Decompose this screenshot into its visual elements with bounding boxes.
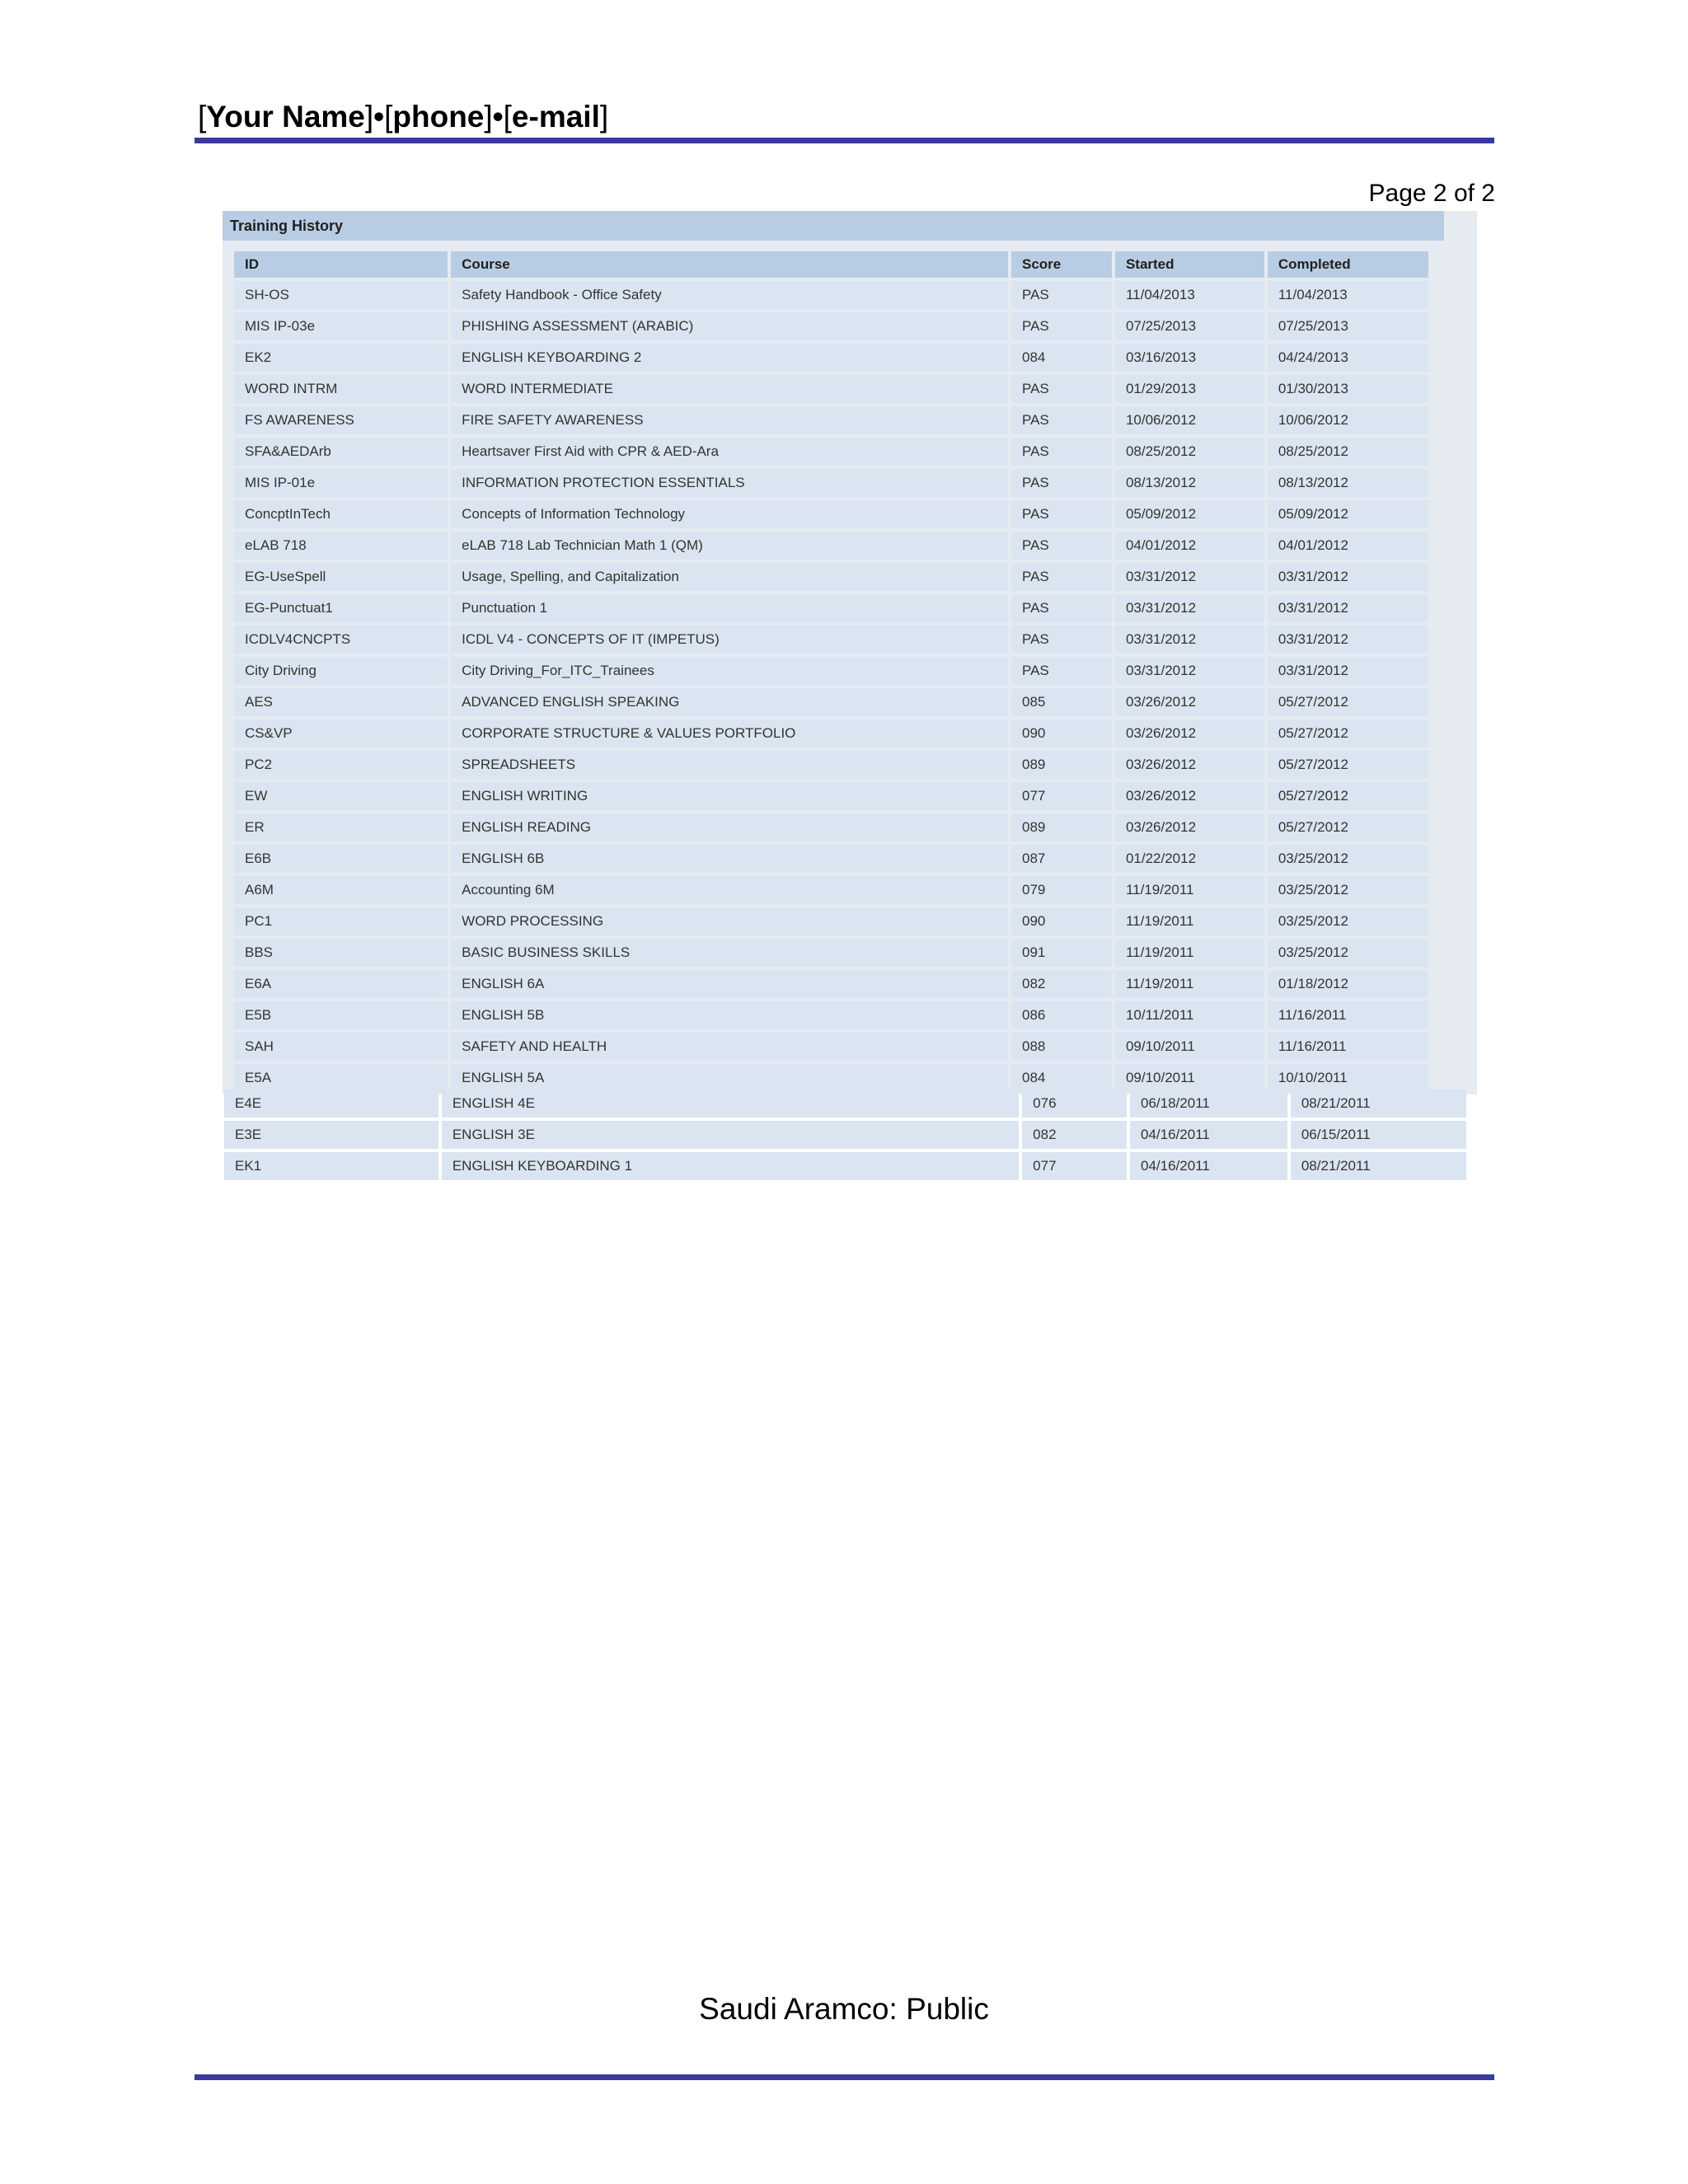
table-row [234, 344, 1428, 372]
column-header-completed: Completed [1268, 251, 1428, 278]
table-row [234, 719, 1428, 748]
cell-id: CS&VP [234, 719, 448, 748]
cell-started: 09/10/2011 [1115, 1064, 1264, 1092]
cell-course: ENGLISH WRITING [451, 782, 1008, 810]
table-row [234, 532, 1428, 560]
cell-id: EK2 [234, 344, 448, 372]
cell-started: 03/26/2012 [1115, 813, 1264, 841]
cell-score: 079 [1011, 876, 1112, 904]
cell-completed: 03/25/2012 [1268, 876, 1428, 904]
table-row [234, 1001, 1428, 1029]
cell-score: PAS [1011, 406, 1112, 434]
cell-completed: 05/27/2012 [1268, 813, 1428, 841]
cell-started: 03/26/2012 [1115, 782, 1264, 810]
cell-id: E4E [224, 1090, 438, 1118]
cell-completed: 11/04/2013 [1268, 281, 1428, 309]
cell-course: ICDL V4 - CONCEPTS OF IT (IMPETUS) [451, 626, 1008, 654]
cell-score: 082 [1022, 1121, 1127, 1149]
cell-completed: 08/25/2012 [1268, 438, 1428, 466]
cell-completed: 08/21/2011 [1291, 1152, 1466, 1180]
table-row [234, 406, 1428, 434]
cell-started: 07/25/2013 [1115, 312, 1264, 340]
cell-score: PAS [1011, 594, 1112, 622]
cell-score: 087 [1011, 845, 1112, 873]
column-header-course: Course [451, 251, 1008, 278]
cell-started: 06/18/2011 [1130, 1090, 1287, 1118]
cell-started: 01/22/2012 [1115, 845, 1264, 873]
cell-score: PAS [1011, 657, 1112, 685]
table-row [224, 1090, 1466, 1118]
cell-score: 086 [1011, 1001, 1112, 1029]
table-row [234, 907, 1428, 935]
cell-score: PAS [1011, 500, 1112, 528]
cell-score: 088 [1011, 1033, 1112, 1061]
cell-completed: 10/06/2012 [1268, 406, 1428, 434]
cell-score: 090 [1011, 719, 1112, 748]
cell-started: 11/19/2011 [1115, 970, 1264, 998]
cell-course: PHISHING ASSESSMENT (ARABIC) [451, 312, 1008, 340]
cell-completed: 03/31/2012 [1268, 563, 1428, 591]
table-row [234, 657, 1428, 685]
cell-course: City Driving_For_ITC_Trainees [451, 657, 1008, 685]
table-row [234, 751, 1428, 779]
table-row [224, 1152, 1466, 1180]
cell-id: E5B [234, 1001, 448, 1029]
column-header-score: Score [1011, 251, 1112, 278]
cell-course: ENGLISH KEYBOARDING 1 [442, 1152, 1019, 1180]
cell-course: WORD INTERMEDIATE [451, 375, 1008, 403]
table-body [234, 281, 1428, 1092]
table-row [224, 1121, 1466, 1149]
header-rule [195, 138, 1494, 143]
cell-course: Punctuation 1 [451, 594, 1008, 622]
table-row [234, 688, 1428, 716]
cell-id: E6B [234, 845, 448, 873]
cell-started: 04/01/2012 [1115, 532, 1264, 560]
cell-course: WORD PROCESSING [451, 907, 1008, 935]
cell-id: BBS [234, 939, 448, 967]
cell-id: eLAB 718 [234, 532, 448, 560]
cell-started: 03/31/2012 [1115, 563, 1264, 591]
table-row [234, 594, 1428, 622]
cell-score: 084 [1011, 1064, 1112, 1092]
cell-score: PAS [1011, 281, 1112, 309]
cell-course: CORPORATE STRUCTURE & VALUES PORTFOLIO [451, 719, 1008, 748]
column-header-started: Started [1115, 251, 1264, 278]
cell-completed: 03/31/2012 [1268, 657, 1428, 685]
cell-completed: 05/27/2012 [1268, 719, 1428, 748]
cell-started: 03/31/2012 [1115, 657, 1264, 685]
cell-score: PAS [1011, 375, 1112, 403]
cell-score: 082 [1011, 970, 1112, 998]
cell-completed: 04/24/2013 [1268, 344, 1428, 372]
cell-started: 11/19/2011 [1115, 939, 1264, 967]
cell-started: 11/19/2011 [1115, 876, 1264, 904]
cell-id: MIS IP-01e [234, 469, 448, 497]
cell-score: 084 [1011, 344, 1112, 372]
cell-course: SAFETY AND HEALTH [451, 1033, 1008, 1061]
cell-started: 03/31/2012 [1115, 594, 1264, 622]
cell-score: PAS [1011, 563, 1112, 591]
cell-started: 08/13/2012 [1115, 469, 1264, 497]
cell-course: ENGLISH 6A [451, 970, 1008, 998]
footer-rule [195, 2074, 1494, 2080]
cell-completed: 05/09/2012 [1268, 500, 1428, 528]
cell-completed: 05/27/2012 [1268, 782, 1428, 810]
cell-started: 03/26/2012 [1115, 719, 1264, 748]
cell-score: PAS [1011, 469, 1112, 497]
cell-started: 03/31/2012 [1115, 626, 1264, 654]
phone-placeholder: phone [392, 100, 485, 134]
cell-completed: 01/30/2013 [1268, 375, 1428, 403]
cell-completed: 11/16/2011 [1268, 1001, 1428, 1029]
cell-completed: 11/16/2011 [1268, 1033, 1428, 1061]
cell-id: PC2 [234, 751, 448, 779]
cell-started: 03/26/2012 [1115, 688, 1264, 716]
table-row [234, 281, 1428, 309]
cell-id: ConcptInTech [234, 500, 448, 528]
cell-id: ICDLV4CNCPTS [234, 626, 448, 654]
cell-started: 08/25/2012 [1115, 438, 1264, 466]
cell-course: BASIC BUSINESS SKILLS [451, 939, 1008, 967]
cell-score: 089 [1011, 813, 1112, 841]
cell-id: EW [234, 782, 448, 810]
cell-course: Concepts of Information Technology [451, 500, 1008, 528]
cell-id: EG-UseSpell [234, 563, 448, 591]
cell-score: PAS [1011, 438, 1112, 466]
cell-score: PAS [1011, 626, 1112, 654]
cell-course: Accounting 6M [451, 876, 1008, 904]
table-row [234, 375, 1428, 403]
cell-id: SH-OS [234, 281, 448, 309]
cell-course: Safety Handbook - Office Safety [451, 281, 1008, 309]
cell-course: SPREADSHEETS [451, 751, 1008, 779]
cell-score: 085 [1011, 688, 1112, 716]
cell-completed: 03/31/2012 [1268, 626, 1428, 654]
table-row [234, 782, 1428, 810]
cell-course: Usage, Spelling, and Capitalization [451, 563, 1008, 591]
cell-course: ENGLISH 3E [442, 1121, 1019, 1149]
cell-started: 10/11/2011 [1115, 1001, 1264, 1029]
cell-course: ENGLISH 5B [451, 1001, 1008, 1029]
cell-id: AES [234, 688, 448, 716]
email-placeholder: e-mail [511, 100, 600, 134]
cell-id: E3E [224, 1121, 438, 1149]
table-row [234, 626, 1428, 654]
table-header-row [234, 251, 1428, 278]
table-row [234, 813, 1428, 841]
table-row [234, 970, 1428, 998]
table-body [224, 1090, 1466, 1180]
section-title: Training History [223, 211, 1444, 241]
name-placeholder: Your Name [206, 100, 365, 134]
cell-id: SAH [234, 1033, 448, 1061]
cell-course: INFORMATION PROTECTION ESSENTIALS [451, 469, 1008, 497]
cell-id: MIS IP-03e [234, 312, 448, 340]
cell-started: 09/10/2011 [1115, 1033, 1264, 1061]
table-row [234, 469, 1428, 497]
cell-score: 077 [1022, 1152, 1127, 1180]
cell-completed: 08/13/2012 [1268, 469, 1428, 497]
cell-score: PAS [1011, 312, 1112, 340]
cell-score: PAS [1011, 532, 1112, 560]
cell-completed: 10/10/2011 [1268, 1064, 1428, 1092]
cell-completed: 05/27/2012 [1268, 688, 1428, 716]
document-header: [Your Name]•[phone]•[e-mail] [198, 100, 609, 134]
table-row [234, 312, 1428, 340]
separator: • [373, 100, 385, 134]
cell-id: PC1 [234, 907, 448, 935]
cell-completed: 03/25/2012 [1268, 907, 1428, 935]
cell-course: ENGLISH 5A [451, 1064, 1008, 1092]
cell-completed: 05/27/2012 [1268, 751, 1428, 779]
cell-completed: 06/15/2011 [1291, 1121, 1466, 1149]
cell-id: FS AWARENESS [234, 406, 448, 434]
cell-id: EG-Punctuat1 [234, 594, 448, 622]
cell-score: 077 [1011, 782, 1112, 810]
cell-id: ER [234, 813, 448, 841]
cell-started: 03/26/2012 [1115, 751, 1264, 779]
cell-id: E5A [234, 1064, 448, 1092]
cell-started: 01/29/2013 [1115, 375, 1264, 403]
table-row [234, 563, 1428, 591]
cell-score: 076 [1022, 1090, 1127, 1118]
cell-id: EK1 [224, 1152, 438, 1180]
cell-started: 10/06/2012 [1115, 406, 1264, 434]
table-row [234, 939, 1428, 967]
table-row [234, 500, 1428, 528]
cell-completed: 07/25/2013 [1268, 312, 1428, 340]
training-history-table [231, 248, 1432, 1095]
cell-completed: 04/01/2012 [1268, 532, 1428, 560]
table-row [234, 438, 1428, 466]
cell-started: 04/16/2011 [1130, 1152, 1287, 1180]
page-number: Page 2 of 2 [1368, 180, 1495, 207]
cell-score: 089 [1011, 751, 1112, 779]
cell-id: A6M [234, 876, 448, 904]
cell-id: SFA&AEDArb [234, 438, 448, 466]
cell-started: 04/16/2011 [1130, 1121, 1287, 1149]
cell-completed: 03/25/2012 [1268, 845, 1428, 873]
cell-completed: 03/31/2012 [1268, 594, 1428, 622]
cell-started: 11/04/2013 [1115, 281, 1264, 309]
cell-id: E6A [234, 970, 448, 998]
cell-course: ADVANCED ENGLISH SPEAKING [451, 688, 1008, 716]
cell-course: ENGLISH 6B [451, 845, 1008, 873]
cell-course: ENGLISH 4E [442, 1090, 1019, 1118]
cell-completed: 03/25/2012 [1268, 939, 1428, 967]
training-history-table-continued [221, 1086, 1470, 1183]
cell-course: eLAB 718 Lab Technician Math 1 (QM) [451, 532, 1008, 560]
cell-course: FIRE SAFETY AWARENESS [451, 406, 1008, 434]
table-row [234, 1033, 1428, 1061]
cell-completed: 01/18/2012 [1268, 970, 1428, 998]
classification-footer: Saudi Aramco: Public [699, 1992, 989, 2026]
cell-id: WORD INTRM [234, 375, 448, 403]
cell-course: Heartsaver First Aid with CPR & AED-Ara [451, 438, 1008, 466]
cell-completed: 08/21/2011 [1291, 1090, 1466, 1118]
cell-started: 03/16/2013 [1115, 344, 1264, 372]
cell-id: City Driving [234, 657, 448, 685]
separator: • [492, 100, 504, 134]
cell-score: 090 [1011, 907, 1112, 935]
table-row [234, 845, 1428, 873]
column-header-id: ID [234, 251, 448, 278]
cell-started: 05/09/2012 [1115, 500, 1264, 528]
cell-course: ENGLISH KEYBOARDING 2 [451, 344, 1008, 372]
table-row [234, 876, 1428, 904]
cell-score: 091 [1011, 939, 1112, 967]
cell-course: ENGLISH READING [451, 813, 1008, 841]
cell-started: 11/19/2011 [1115, 907, 1264, 935]
